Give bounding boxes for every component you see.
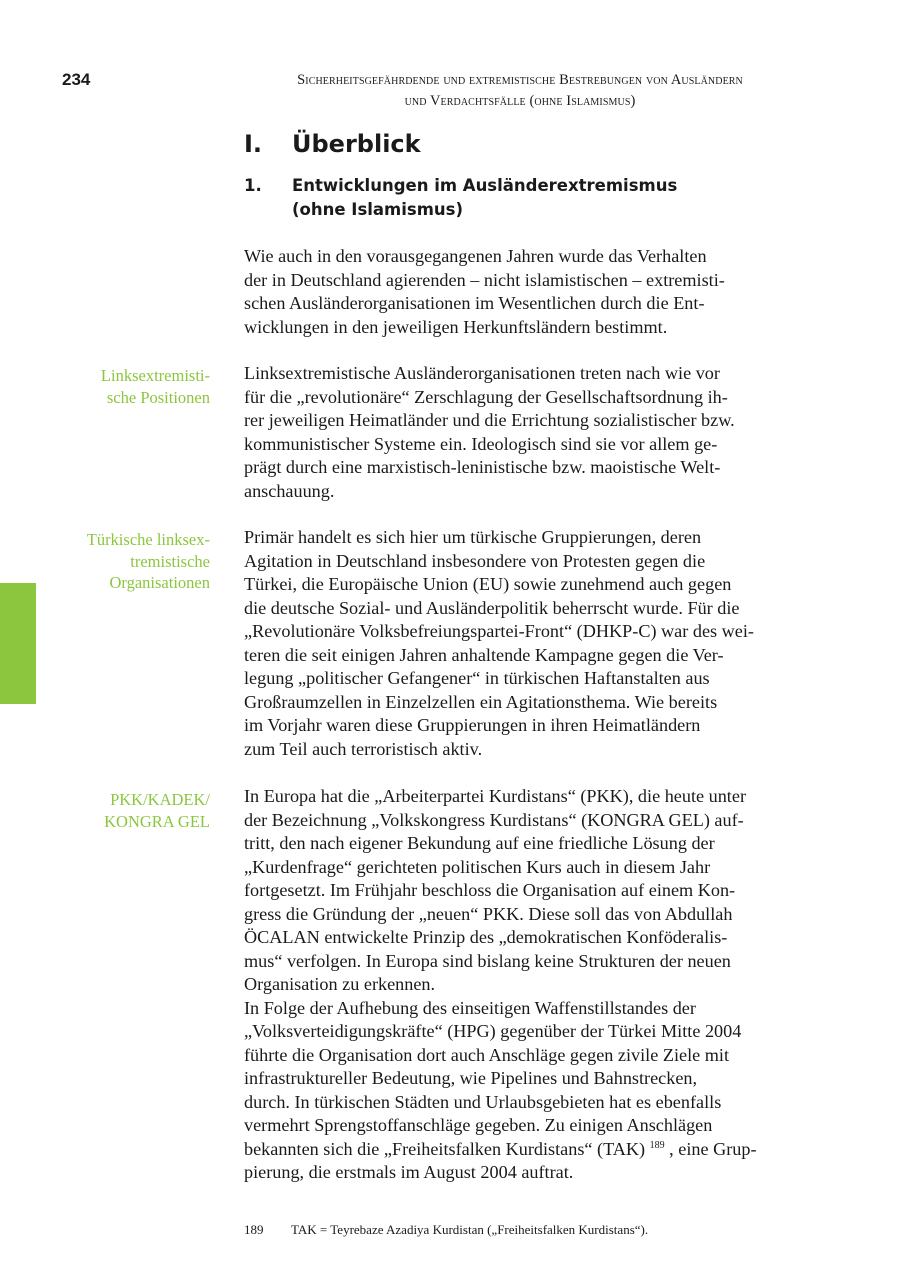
margin-note-line: Türkische linksex- <box>86 530 210 549</box>
section-number: I. <box>244 130 263 158</box>
margin-note-line: Linksextremisti- <box>100 366 210 385</box>
text-line: durch. In türkischen Städten und Urlaubsgebieten hat es ebenfalls <box>244 1091 722 1112</box>
footnote-number: 189 <box>244 1222 264 1237</box>
text-line: im Vorjahr waren diese Gruppierungen in ihren Heimatländern <box>244 715 701 735</box>
subsection-title <box>292 174 752 222</box>
text-line: die deutsche Sozial- und Ausländerpolitik beherrscht wurde. Für die <box>244 597 740 618</box>
text-line: Türkei, die Europäische Union (EU) sowie zunehmend auch gegen <box>244 574 732 594</box>
section-heading <box>244 128 421 160</box>
text-line: Großraumzellen in Einzelzellen ein Agitationsthema. Wie bereits <box>244 691 718 712</box>
text-line: vermehrt Sprengstoffanschläge gegeben. Zu einigen Anschlägen <box>244 1115 713 1135</box>
text-line: Primär handelt es sich hier um türkische Gruppierungen, deren <box>244 527 702 547</box>
text-line: pierung, die erstmals im August 2004 auftrat. <box>244 1162 574 1182</box>
text-line: prägt durch eine marxistisch-leninistische bzw. maoistische Welt- <box>244 457 721 477</box>
text-line: teren die seit einigen Jahren anhaltende Kampagne gegen die Ver- <box>244 644 724 665</box>
text-line: Linksextremistische Ausländerorganisationen treten nach wie vor <box>244 363 720 383</box>
text-line: ÖCALAN entwickelte Prinzip des „demokratischen Konföderalis- <box>244 927 728 947</box>
paragraph-turkish-groups <box>244 526 804 761</box>
text-segment: bekannten sich die „Freiheitsfalken Kurdistans“ (TAK) <box>244 1138 646 1159</box>
subsection-title-line: Entwicklungen im Ausländerextremismus <box>292 176 678 195</box>
text-line: führte die Organisation dort auch Anschläge gegen zivile Ziele mit <box>244 1044 730 1065</box>
text-line: der Bezeichnung „Volkskongress Kurdistans“ (KONGRA GEL) auf- <box>244 809 744 830</box>
text-line: gress die Gründung der „neuen“ PKK. Diese soll das von Abdullah <box>244 903 733 924</box>
margin-note-line: KONGRA GEL <box>104 811 210 831</box>
text-line: schen Ausländerorganisationen im Wesentlichen durch die Ent- <box>244 293 705 313</box>
running-head-line: und Verdachtsfälle (ohne Islamismus) <box>404 93 636 109</box>
margin-note-pkk <box>40 789 210 832</box>
margin-note-left-extremist-positions <box>40 365 210 408</box>
text-line: zum Teil auch terroristisch aktiv. <box>244 738 483 759</box>
margin-note-line: tremistische <box>130 551 210 571</box>
margin-note-line: PKK/KADEK/ <box>110 790 210 809</box>
text-line: legung „politischer Gefangener“ in türkischen Haftanstalten aus <box>244 668 710 688</box>
margin-note-line: sche Positionen <box>106 387 210 407</box>
paragraph-pkk <box>244 785 804 1185</box>
text-line: Wie auch in den vorausgegangenen Jahren wurde das Verhalten <box>244 246 707 266</box>
paragraph-left-extremist <box>244 362 804 503</box>
footnote-reference[interactable]: 189 <box>649 1139 665 1151</box>
text-line: wicklungen in den jeweiligen Herkunftsländern bestimmt. <box>244 316 668 337</box>
margin-note-turkish-organisations <box>40 529 210 594</box>
text-line: „Volksverteidigungskräfte“ (HPG) gegenüber der Türkei Mitte 2004 <box>244 1021 742 1041</box>
text-line: anschauung. <box>244 480 335 501</box>
text-line: rer jeweiligen Heimatländer und die Errichtung sozialistischer bzw. <box>244 410 735 430</box>
page-number: 234 <box>62 70 91 89</box>
text-line: fortgesetzt. Im Frühjahr beschloss die Organisation auf einem Kon- <box>244 880 736 900</box>
text-line-with-footnote <box>244 1138 804 1162</box>
text-line: In Europa hat die „Arbeiterpartei Kurdistans“ (PKK), die heute unter <box>244 786 746 806</box>
text-line: für die „revolutionäre“ Zerschlagung der Gesellschaftsordnung ih- <box>244 386 728 407</box>
text-line: mus“ verfolgen. In Europa sind bislang keine Strukturen der neuen <box>244 950 731 971</box>
paragraph-intro <box>244 245 804 339</box>
text-line: kommunistischer Systeme ein. Ideologisch sind sie vor allem ge- <box>244 433 718 454</box>
footnote-text: TAK = Teyrebaze Azadiya Kurdistan („Freiheitsfalken Kurdistans“). <box>291 1222 649 1237</box>
text-segment: , eine Grup- <box>669 1138 757 1159</box>
text-line: „Kurdenfrage“ gerichteten politischen Kurs auch in diesem Jahr <box>244 856 711 877</box>
text-line: Agitation in Deutschland insbesondere von Protesten gegen die <box>244 550 706 571</box>
chapter-tab-marker <box>0 583 36 704</box>
running-head-line: Sicherheitsgefährdende und extremistische Bestrebungen von Ausländern <box>297 72 743 88</box>
text-line: tritt, den nach eigener Bekundung auf eine friedliche Lösung der <box>244 833 715 853</box>
text-line: infrastruktureller Bedeutung, wie Pipelines und Bahnstrecken, <box>244 1068 698 1088</box>
margin-note-line: Organisationen <box>109 573 210 592</box>
subsection-number: 1. <box>244 176 262 195</box>
text-line: der in Deutschland agierenden – nicht islamistischen – extremisti- <box>244 269 725 290</box>
subsection-title-line: (ohne Islamismus) <box>292 200 464 219</box>
text-line: In Folge der Aufhebung des einseitigen Waffenstillstandes der <box>244 997 696 1018</box>
running-head <box>244 70 796 112</box>
text-line: Organisation zu erkennen. <box>244 974 436 994</box>
text-line: „Revolutionäre Volksbefreiungspartei-Front“ (DHKP-C) war des wei- <box>244 621 754 641</box>
section-title: Überblick <box>292 130 421 158</box>
